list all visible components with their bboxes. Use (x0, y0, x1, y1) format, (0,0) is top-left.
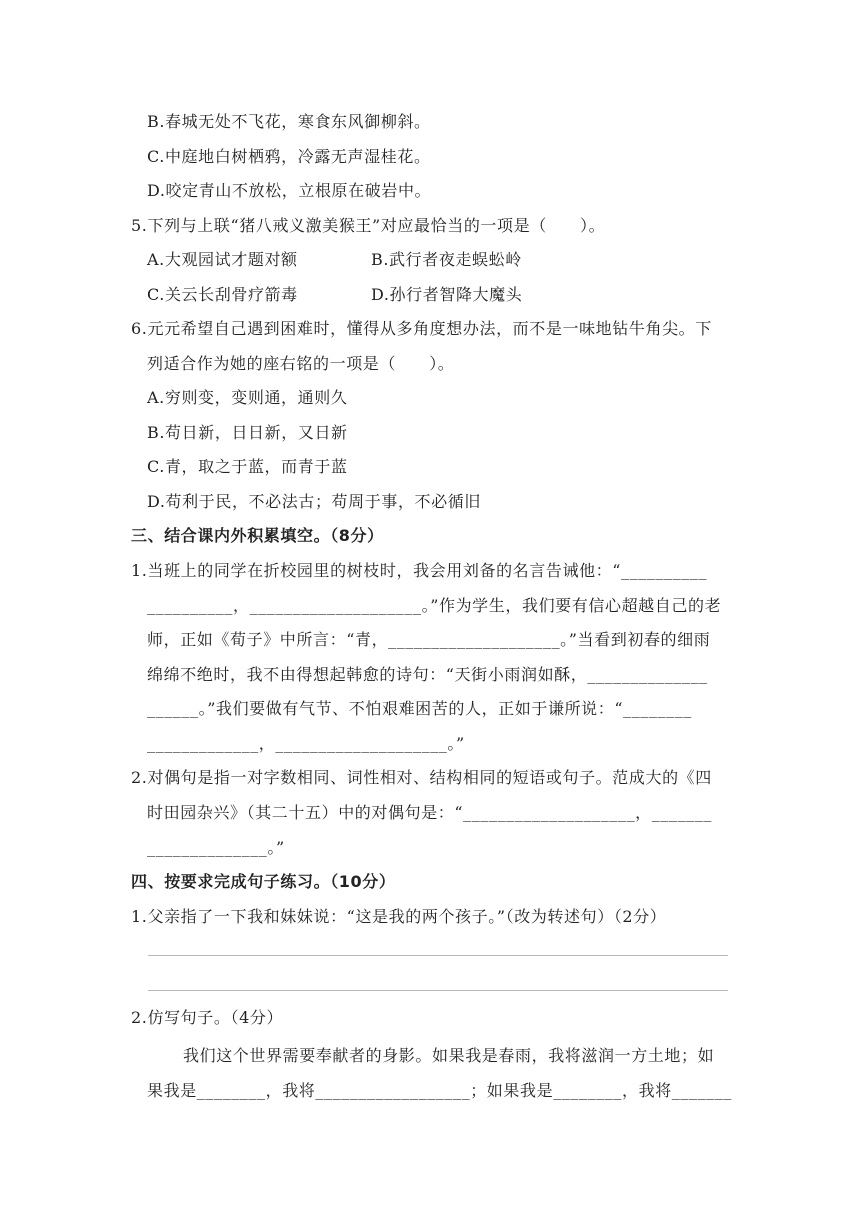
s4-q1: 1.父亲指了一下我和妹妹说：“这是我的两个孩子。”（改为转述句）（2分） (131, 907, 667, 926)
s3-q1-line1: 1.当班上的同学在折校园里的树枝时，我会用刘备的名言告诫他：“__________ (131, 561, 708, 580)
q6-option-b: B.苟日新，日日新，又日新 (147, 423, 348, 442)
q6-option-d: D.苟利于民，不必法古；苟周于事，不必循旧 (147, 492, 481, 511)
answer-line-2[interactable] (148, 990, 728, 991)
section4-heading: 四、按要求完成句子练习。（10分） (131, 872, 396, 891)
q4-option-b: B.春城无处不飞花，寒食东风御柳斜。 (147, 112, 431, 131)
q5-option-b: B.武行者夜走蜈蚣岭 (371, 250, 522, 269)
s3-q2-line2: 时田园杂兴》（其二十五）中的对偶句是：“____________________，_______ (147, 803, 712, 822)
q6-stem-line1: 6.元元希望自己遇到困难时，懂得从多角度想办法，而不是一味地钻牛角尖。下 (131, 319, 712, 338)
s4-q2: 2.仿写句子。（4分） (131, 1008, 284, 1027)
q5-stem: 5.下列与上联“猪八戒义激美猴王”对应最恰当的一项是（ ）。 (131, 216, 606, 235)
s4-q2-line2: 果我是________，我将__________________；如果我是________，我将_______ (147, 1081, 732, 1100)
q5-option-d: D.孙行者智降大魔头 (371, 285, 523, 304)
s3-q1-line2: __________，____________________。”作为学生，我们要有信心超越自己的老 (147, 596, 722, 615)
q5-option-a: A.大观园试才题对额 (147, 250, 298, 269)
answer-line-1[interactable] (148, 955, 728, 956)
s4-q2-line1: 我们这个世界需要奉献者的身影。如果我是春雨，我将滋润一方土地；如 (183, 1046, 715, 1065)
q4-option-d: D.咬定青山不放松，立根原在破岩中。 (147, 181, 432, 200)
q5-option-c: C.关云长刮骨疗箭毒 (147, 285, 298, 304)
s3-q2-line1: 2.对偶句是指一对字数相同、词性相对、结构相同的短语或句子。范成大的《四 (131, 768, 712, 787)
s3-q2-line3: ______________。” (147, 838, 285, 857)
section3-heading: 三、结合课内外积累填空。（8分） (131, 526, 384, 545)
s3-q1-line5: ______。”我们要做有气节、不怕艰难困苦的人，正如于谦所说：“________ (147, 699, 692, 718)
q6-option-a: A.穷则变，变则通，通则久 (147, 388, 348, 407)
s3-q1-line6: _____________，____________________。” (147, 734, 465, 753)
q6-stem-line2: 列适合作为她的座右铭的一项是（ ）。 (147, 354, 455, 373)
q6-option-c: C.青，取之于蓝，而青于蓝 (147, 457, 348, 476)
q4-option-c: C.中庭地白树栖鸦，冷露无声湿桂花。 (147, 147, 431, 166)
s3-q1-line3: 师，正如《荀子》中所言：“青，____________________。”当看到初春的细雨 (147, 630, 711, 649)
s3-q1-line4: 绵绵不绝时，我不由得想起韩愈的诗句：“天街小雨润如酥，______________ (147, 665, 708, 684)
